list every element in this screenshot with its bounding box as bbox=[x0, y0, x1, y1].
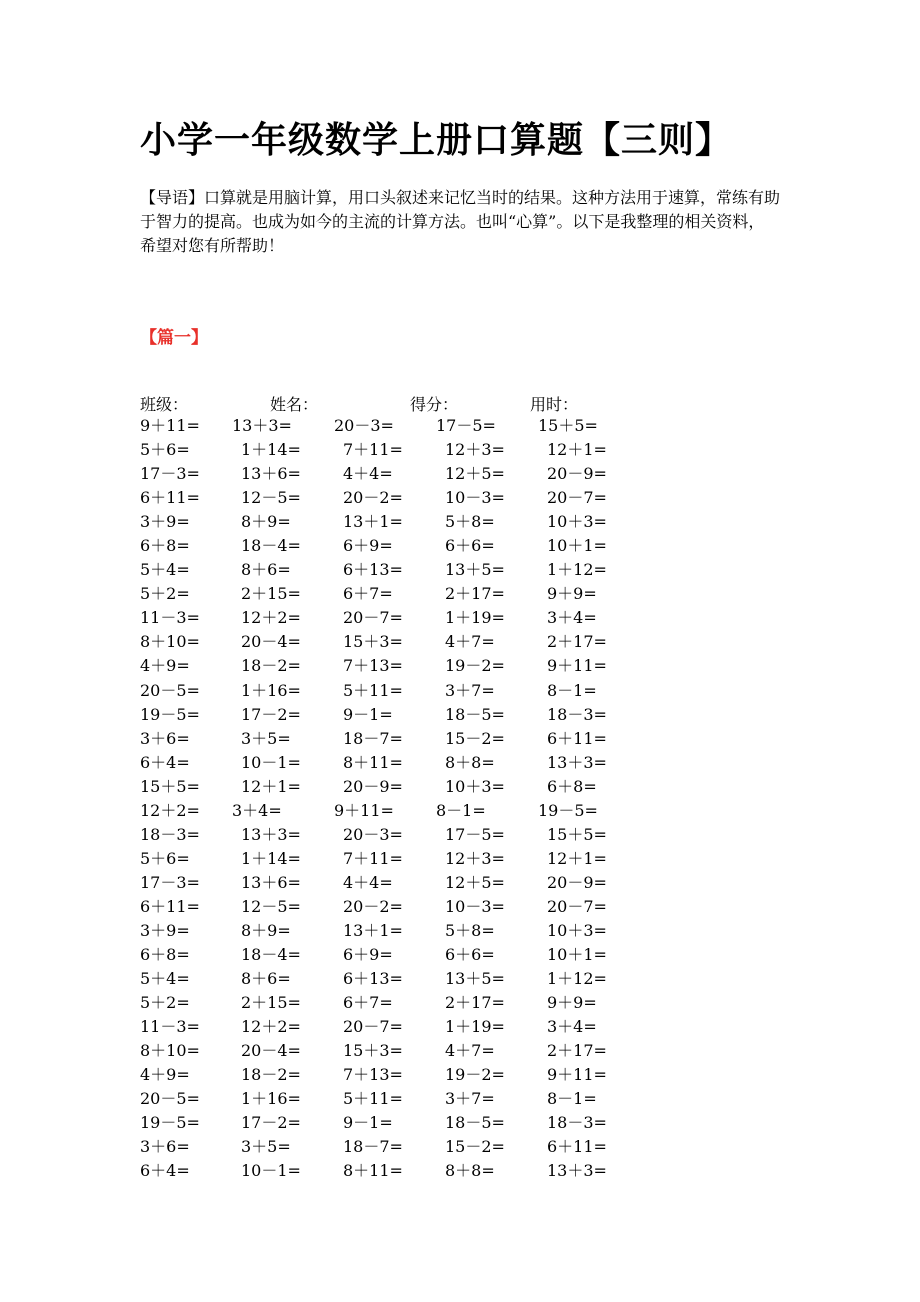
problem-cell: 11－3= bbox=[140, 608, 200, 628]
problem-cell: 8＋8= bbox=[445, 1161, 495, 1181]
problem-cell: 19－2= bbox=[445, 656, 505, 676]
problem-cell: 1＋14= bbox=[241, 440, 301, 460]
problem-cell: 8＋11= bbox=[343, 1161, 403, 1181]
problem-cell: 20－4= bbox=[241, 1041, 301, 1061]
problem-cell: 6＋7= bbox=[343, 584, 393, 604]
problem-cell: 19－5= bbox=[538, 800, 598, 820]
problem-cell: 12＋2= bbox=[140, 800, 200, 820]
problem-cell: 7＋11= bbox=[343, 848, 403, 868]
problem-cell: 6＋8= bbox=[140, 536, 190, 556]
problem-cell: 8－1= bbox=[547, 680, 597, 700]
problem-cell: 20－3= bbox=[343, 824, 403, 844]
problem-cell: 5＋2= bbox=[140, 993, 190, 1013]
problem-cell: 17－3= bbox=[140, 872, 200, 892]
problem-cell: 11－3= bbox=[140, 1017, 200, 1037]
problem-cell: 18－5= bbox=[445, 704, 505, 724]
problem-cell: 15＋3= bbox=[343, 1041, 403, 1061]
section-heading: 【篇一】 bbox=[140, 328, 208, 348]
problem-cell: 10＋1= bbox=[547, 536, 607, 556]
problem-cell: 9－1= bbox=[343, 704, 393, 724]
problem-cell: 15＋5= bbox=[538, 416, 598, 435]
problem-cell: 8＋6= bbox=[241, 969, 291, 989]
problem-cell: 6＋11= bbox=[547, 1137, 607, 1157]
problem-cell: 8－1= bbox=[436, 800, 486, 820]
problem-cell: 4＋4= bbox=[343, 872, 393, 892]
problem-cell: 4＋7= bbox=[445, 1041, 495, 1061]
problem-cell: 13＋5= bbox=[445, 969, 505, 989]
problem-cell: 3＋7= bbox=[445, 1089, 495, 1109]
problem-cell: 20－3= bbox=[334, 416, 394, 435]
problem-cell: 15＋5= bbox=[140, 776, 200, 796]
problem-cell: 2＋15= bbox=[241, 584, 301, 604]
problem-cell: 3＋5= bbox=[241, 1137, 291, 1157]
problem-cell: 3＋7= bbox=[445, 680, 495, 700]
problem-cell: 6＋11= bbox=[140, 896, 200, 916]
problem-cell: 8＋10= bbox=[140, 632, 200, 652]
problem-cell: 9＋11= bbox=[547, 656, 607, 676]
problem-cell: 20－9= bbox=[547, 464, 607, 484]
problem-cell: 1＋19= bbox=[445, 608, 505, 628]
problem-cell: 1＋12= bbox=[547, 560, 607, 580]
problem-cell: 9＋11= bbox=[334, 800, 394, 820]
problem-cell: 17－2= bbox=[241, 704, 301, 724]
problem-cell: 20－5= bbox=[140, 1089, 200, 1109]
problem-cell: 12＋2= bbox=[241, 608, 301, 628]
problem-cell: 13＋3= bbox=[547, 752, 607, 772]
problem-cell: 20－7= bbox=[343, 608, 403, 628]
problem-cell: 13＋3= bbox=[241, 824, 301, 844]
problem-cell: 20－7= bbox=[343, 1017, 403, 1037]
problem-cell: 10＋3= bbox=[547, 512, 607, 532]
document-title: 小学一年级数学上册口算题【三则】 bbox=[140, 119, 733, 161]
problem-cell: 10－3= bbox=[445, 488, 505, 508]
problem-cell: 13＋1= bbox=[343, 512, 403, 532]
problem-cell: 12＋3= bbox=[445, 848, 505, 868]
problem-cell: 6＋4= bbox=[140, 1161, 190, 1181]
problem-cell: 13＋3= bbox=[232, 416, 292, 435]
problem-cell: 12＋2= bbox=[241, 1017, 301, 1037]
problem-cell: 6＋11= bbox=[547, 728, 607, 748]
problem-cell: 10－3= bbox=[445, 896, 505, 916]
problem-cell: 3＋9= bbox=[140, 512, 190, 532]
problem-cell: 3＋9= bbox=[140, 920, 190, 940]
intro-paragraph: 【导语】口算就是用脑计算，用口头叙述来记忆当时的结果。这种方法用于速算，常练有助于智力的提高。也成为如今的主流的计算方法。也叫“心算”。以下是我整理的相关资料，希望对您有所帮助！ bbox=[140, 188, 781, 255]
problem-cell: 5＋8= bbox=[445, 920, 495, 940]
problem-cell: 7＋13= bbox=[343, 1065, 403, 1085]
problem-cell: 10－1= bbox=[241, 1161, 301, 1181]
problem-cell: 6＋8= bbox=[140, 945, 190, 965]
problem-cell: 10－1= bbox=[241, 752, 301, 772]
problem-cell: 20－7= bbox=[547, 896, 607, 916]
problem-cell: 20－7= bbox=[547, 488, 607, 508]
problem-cell: 17－3= bbox=[140, 464, 200, 484]
problem-cell: 2＋17= bbox=[547, 1041, 607, 1061]
problem-cell: 13＋5= bbox=[445, 560, 505, 580]
problem-cell: 3＋6= bbox=[140, 1137, 190, 1157]
problem-cell: 12－5= bbox=[241, 896, 301, 916]
problem-cell: 1＋16= bbox=[241, 1089, 301, 1109]
problem-cell: 6＋4= bbox=[140, 752, 190, 772]
problem-cell: 17－2= bbox=[241, 1113, 301, 1133]
problem-cell: 10＋1= bbox=[547, 945, 607, 965]
problem-cell: 20－4= bbox=[241, 632, 301, 652]
problem-cell: 2＋17= bbox=[445, 584, 505, 604]
problem-cell: 8＋11= bbox=[343, 752, 403, 772]
problem-cell: 2＋17= bbox=[445, 993, 505, 1013]
problem-cell: 1＋16= bbox=[241, 680, 301, 700]
problem-cell: 20－2= bbox=[343, 896, 403, 916]
problem-cell: 9＋11= bbox=[547, 1065, 607, 1085]
score-label: 得分： bbox=[410, 395, 459, 414]
problem-cell: 6＋9= bbox=[343, 536, 393, 556]
problem-cell: 18－2= bbox=[241, 656, 301, 676]
problem-cell: 8＋10= bbox=[140, 1041, 200, 1061]
problem-cell: 5＋11= bbox=[343, 680, 403, 700]
problem-cell: 1＋19= bbox=[445, 1017, 505, 1037]
problem-cell: 20－2= bbox=[343, 488, 403, 508]
problem-cell: 10＋3= bbox=[445, 776, 505, 796]
problem-cell: 12＋3= bbox=[445, 440, 505, 460]
problem-cell: 1＋12= bbox=[547, 969, 607, 989]
problem-cell: 18－3= bbox=[547, 704, 607, 724]
problem-cell: 6＋8= bbox=[547, 776, 597, 796]
problem-cell: 18－7= bbox=[343, 1137, 403, 1157]
problem-cell: 9＋9= bbox=[547, 993, 597, 1013]
problem-cell: 13＋6= bbox=[241, 464, 301, 484]
problem-cell: 20－5= bbox=[140, 680, 200, 700]
problem-cell: 7＋11= bbox=[343, 440, 403, 460]
problem-cell: 13＋3= bbox=[547, 1161, 607, 1181]
problem-cell: 15＋3= bbox=[343, 632, 403, 652]
problem-cell: 6＋13= bbox=[343, 969, 403, 989]
problem-cell: 3＋5= bbox=[241, 728, 291, 748]
problem-cell: 8－1= bbox=[547, 1089, 597, 1109]
time-label: 用时： bbox=[530, 395, 579, 414]
problem-cell: 18－4= bbox=[241, 536, 301, 556]
problem-cell: 6＋7= bbox=[343, 993, 393, 1013]
problem-cell: 6＋9= bbox=[343, 945, 393, 965]
problem-cell: 19－2= bbox=[445, 1065, 505, 1085]
problem-cell: 4＋7= bbox=[445, 632, 495, 652]
problem-cell: 4＋9= bbox=[140, 1065, 190, 1085]
problem-cell: 5＋2= bbox=[140, 584, 190, 604]
problem-cell: 17－5= bbox=[436, 416, 496, 435]
problem-cell: 9－1= bbox=[343, 1113, 393, 1133]
problem-cell: 12＋5= bbox=[445, 464, 505, 484]
problem-cell: 18－7= bbox=[343, 728, 403, 748]
problem-cell: 13＋6= bbox=[241, 872, 301, 892]
problem-cell: 3＋4= bbox=[232, 800, 282, 820]
problem-cell: 12－5= bbox=[241, 488, 301, 508]
problem-cell: 3＋6= bbox=[140, 728, 190, 748]
problem-cell: 5＋4= bbox=[140, 560, 190, 580]
problem-cell: 6＋6= bbox=[445, 536, 495, 556]
problem-cell: 15＋5= bbox=[547, 824, 607, 844]
problem-cell: 8＋9= bbox=[241, 512, 291, 532]
problem-cell: 20－9= bbox=[547, 872, 607, 892]
problem-cell: 12＋1= bbox=[547, 440, 607, 460]
problem-cell: 5＋8= bbox=[445, 512, 495, 532]
problem-cell: 1＋14= bbox=[241, 848, 301, 868]
problem-cell: 4＋4= bbox=[343, 464, 393, 484]
problem-cell: 18－4= bbox=[241, 945, 301, 965]
problem-cell: 6＋6= bbox=[445, 945, 495, 965]
problem-cell: 5＋4= bbox=[140, 969, 190, 989]
problem-cell: 19－5= bbox=[140, 1113, 200, 1133]
problem-cell: 15－2= bbox=[445, 728, 505, 748]
problem-cell: 20－9= bbox=[343, 776, 403, 796]
problem-cell: 5＋6= bbox=[140, 440, 190, 460]
problem-cell: 8＋6= bbox=[241, 560, 291, 580]
problem-cell: 9＋9= bbox=[547, 584, 597, 604]
problem-cell: 15－2= bbox=[445, 1137, 505, 1157]
problem-cell: 3＋4= bbox=[547, 1017, 597, 1037]
problem-cell: 6＋13= bbox=[343, 560, 403, 580]
problem-cell: 3＋4= bbox=[547, 608, 597, 628]
problem-cell: 4＋9= bbox=[140, 656, 190, 676]
class-label: 班级： bbox=[140, 395, 189, 414]
problem-cell: 5＋11= bbox=[343, 1089, 403, 1109]
problem-cell: 8＋8= bbox=[445, 752, 495, 772]
problem-cell: 8＋9= bbox=[241, 920, 291, 940]
problem-cell: 12＋5= bbox=[445, 872, 505, 892]
problem-cell: 2＋15= bbox=[241, 993, 301, 1013]
name-label: 姓名： bbox=[270, 395, 319, 414]
problem-cell: 5＋6= bbox=[140, 848, 190, 868]
problem-cell: 2＋17= bbox=[547, 632, 607, 652]
problem-cell: 18－3= bbox=[140, 824, 200, 844]
problem-cell: 12＋1= bbox=[241, 776, 301, 796]
problem-cell: 18－5= bbox=[445, 1113, 505, 1133]
problem-cell: 18－3= bbox=[547, 1113, 607, 1133]
problem-cell: 18－2= bbox=[241, 1065, 301, 1085]
problem-cell: 6＋11= bbox=[140, 488, 200, 508]
problem-cell: 10＋3= bbox=[547, 920, 607, 940]
problem-cell: 19－5= bbox=[140, 704, 200, 724]
problem-cell: 12＋1= bbox=[547, 848, 607, 868]
problem-cell: 7＋13= bbox=[343, 656, 403, 676]
problem-cell: 9＋11= bbox=[140, 416, 200, 435]
problem-cell: 17－5= bbox=[445, 824, 505, 844]
problem-cell: 13＋1= bbox=[343, 920, 403, 940]
